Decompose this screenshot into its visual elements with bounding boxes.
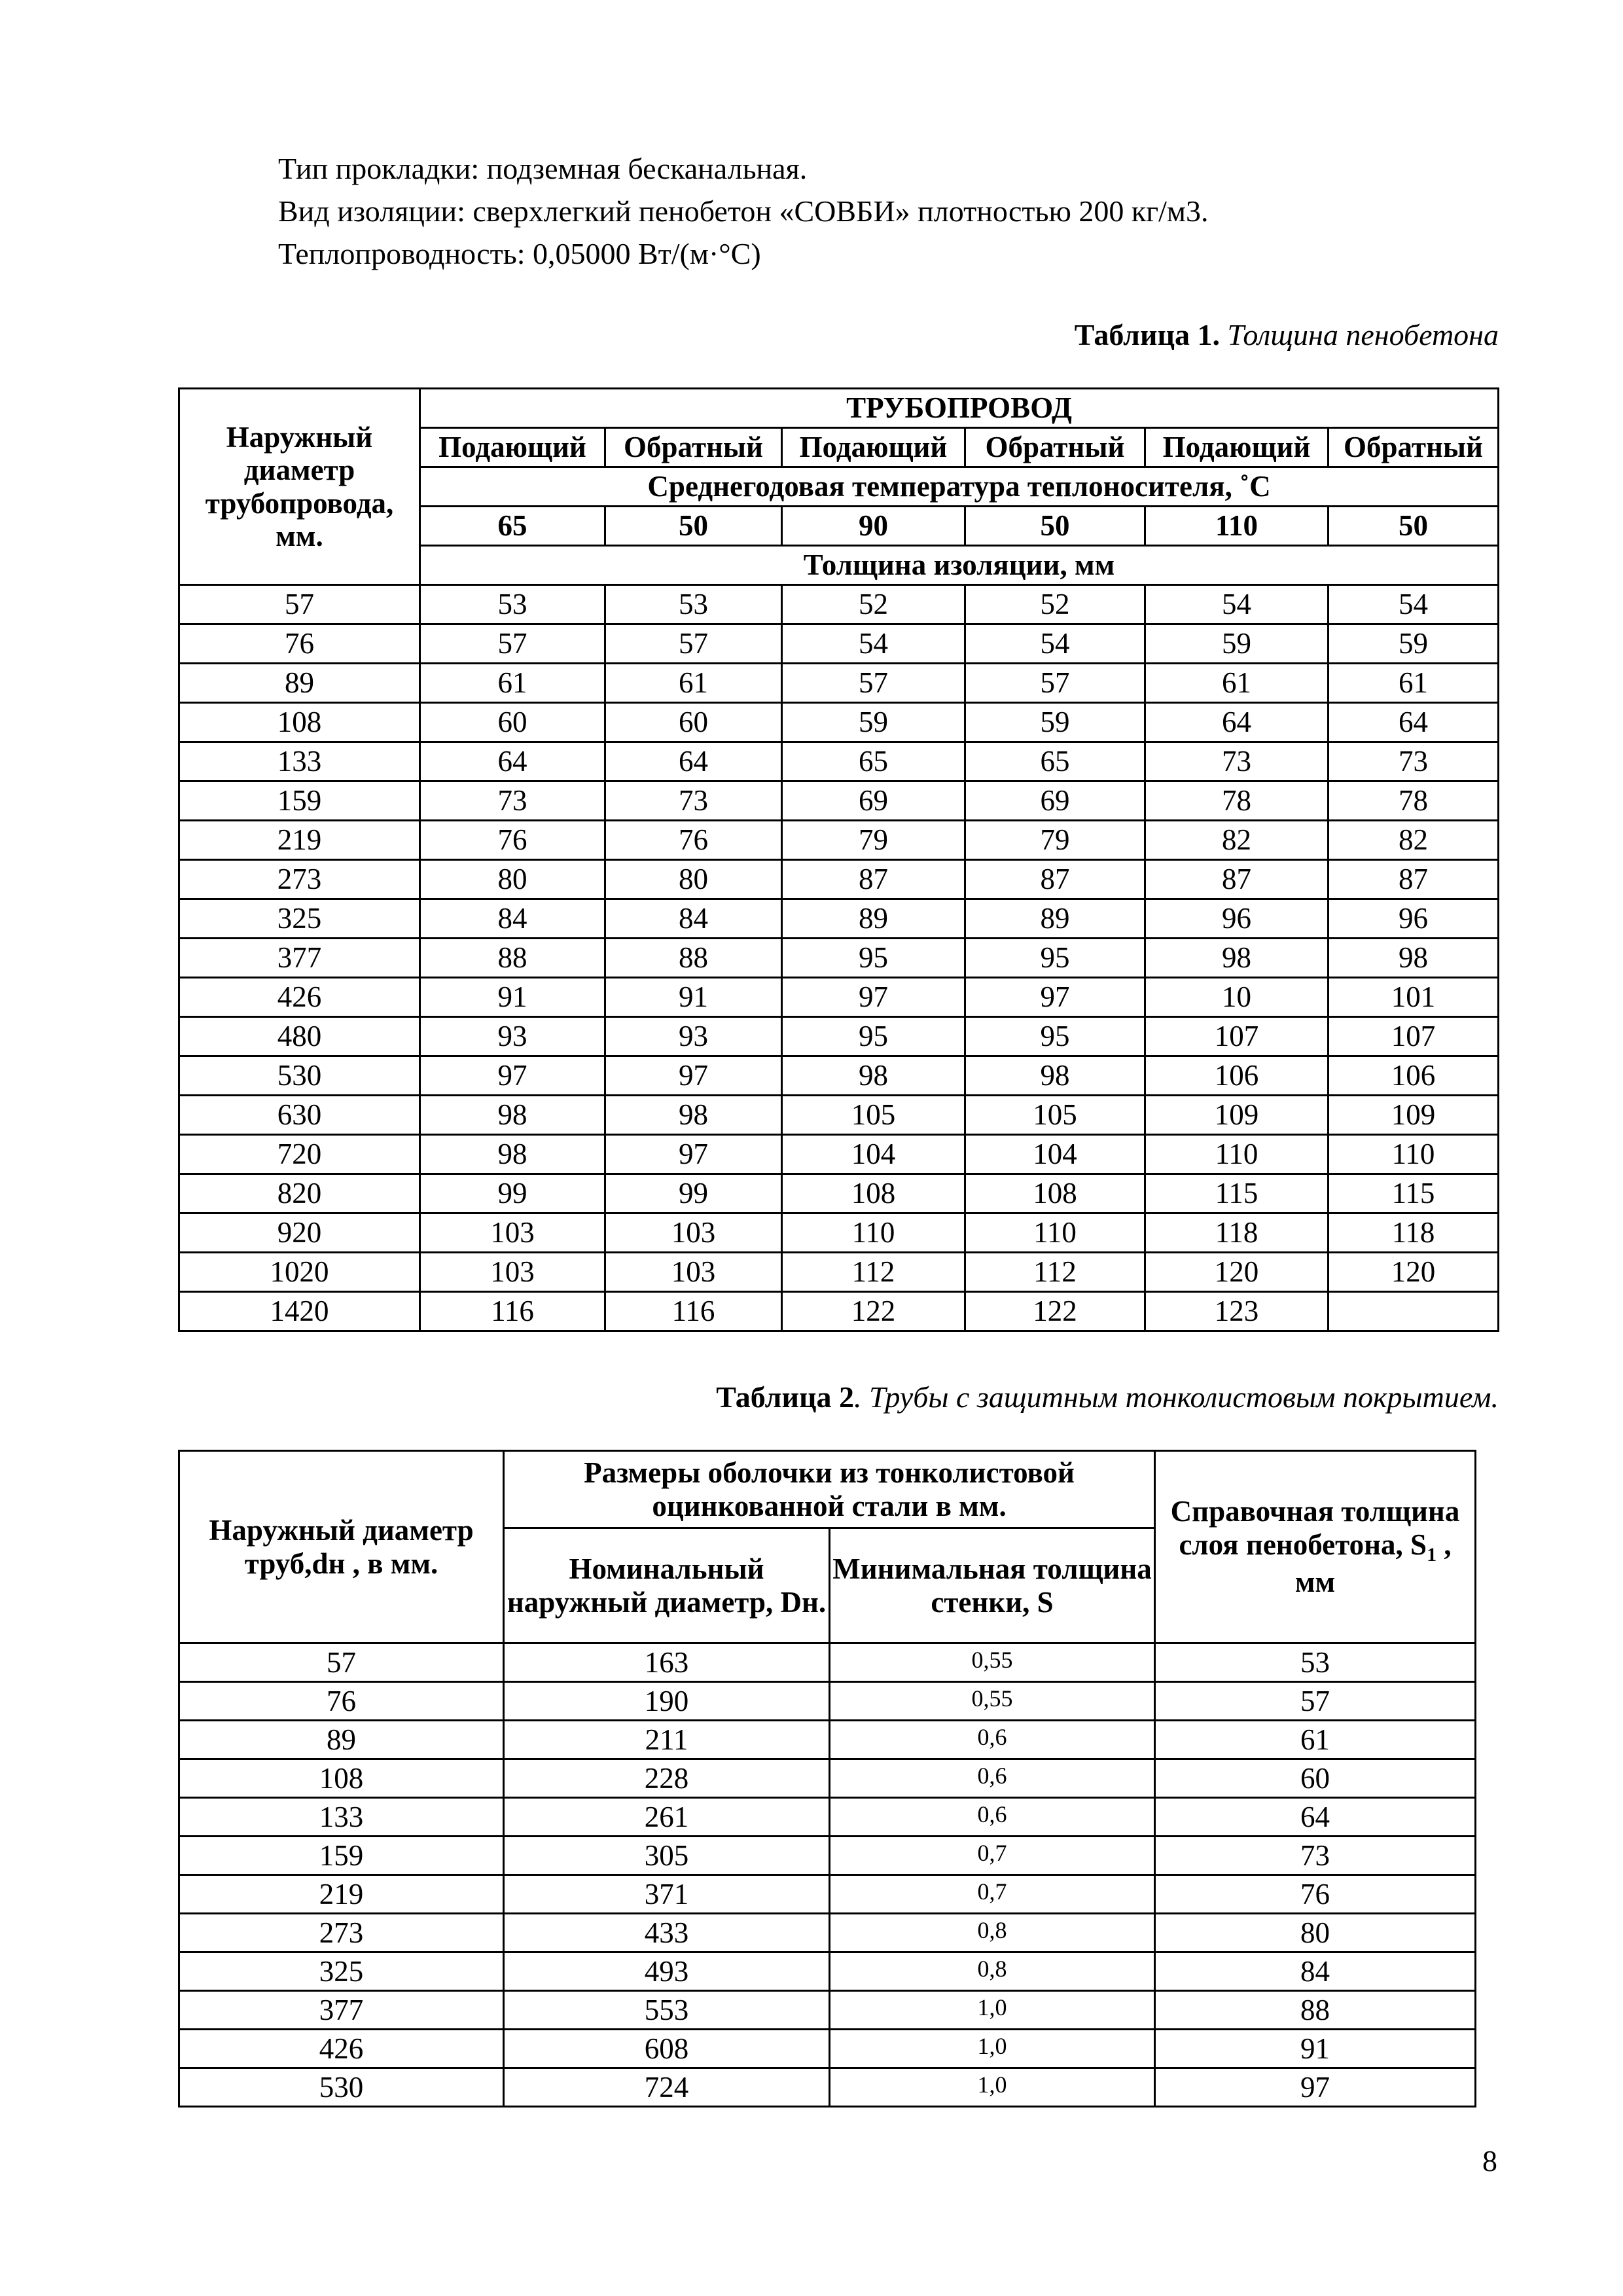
insulation-thickness-cell: 79 <box>782 821 965 860</box>
insulation-thickness-cell: 59 <box>782 703 965 742</box>
insulation-thickness-cell: 96 <box>1145 899 1329 939</box>
insulation-thickness-cell: 61 <box>1145 664 1329 703</box>
table1-thickness-header: Толщина изоляции, мм <box>420 546 1499 585</box>
insulation-thickness-cell: 122 <box>782 1292 965 1331</box>
nominal-diameter-cell: 608 <box>504 2030 830 2068</box>
foam-thickness-cell: 91 <box>1155 2030 1476 2068</box>
insulation-thickness-cell: 69 <box>782 781 965 821</box>
wall-thickness-cell: 0,7 <box>830 1875 1155 1914</box>
wall-thickness-cell: 0,6 <box>830 1759 1155 1798</box>
insulation-thickness-cell: 101 <box>1329 978 1499 1017</box>
wall-thickness-cell: 0,8 <box>830 1914 1155 1952</box>
foam-thickness-cell: 57 <box>1155 1682 1476 1721</box>
insulation-thickness-cell: 53 <box>420 585 605 624</box>
insulation-thickness-cell: 116 <box>605 1292 782 1331</box>
table-row <box>179 1174 1499 1213</box>
table-row <box>179 1096 1499 1135</box>
table1-group-header: ТРУБОПРОВОД <box>420 389 1499 428</box>
insulation-thickness-cell: 98 <box>420 1096 605 1135</box>
insulation-thickness-cell: 54 <box>965 624 1145 664</box>
table-row <box>179 821 1499 860</box>
table1-pipe-type-header: Обратный <box>605 428 782 467</box>
table-row <box>179 1682 1476 1721</box>
table-row <box>179 978 1499 1017</box>
foam-thickness-cell: 84 <box>1155 1952 1476 1991</box>
pipe-diameter-cell: 325 <box>179 899 420 939</box>
nominal-diameter-cell: 433 <box>504 1914 830 1952</box>
foam-thickness-cell: 64 <box>1155 1798 1476 1837</box>
insulation-thickness-cell: 78 <box>1145 781 1329 821</box>
foam-thickness-cell: 53 <box>1155 1643 1476 1682</box>
insulation-thickness-cell: 118 <box>1145 1213 1329 1253</box>
table-row <box>179 1213 1499 1253</box>
table2-caption <box>716 1380 1499 1414</box>
pipe-diameter-cell: 108 <box>179 703 420 742</box>
foam-thickness-cell: 60 <box>1155 1759 1476 1798</box>
pipe-diameter-cell: 377 <box>179 1991 504 2030</box>
insulation-thickness-cell: 108 <box>965 1174 1145 1213</box>
insulation-thickness-cell: 109 <box>1145 1096 1329 1135</box>
insulation-thickness-cell: 98 <box>782 1056 965 1096</box>
table2-wall-thickness-header: Минимальная толщина стенки, S <box>830 1528 1155 1643</box>
pipe-diameter-cell: 89 <box>179 1721 504 1759</box>
foam-thickness-cell: 80 <box>1155 1914 1476 1952</box>
insulation-thickness-cell: 103 <box>420 1213 605 1253</box>
table-row <box>179 1837 1476 1875</box>
insulation-thickness-cell: 98 <box>965 1056 1145 1096</box>
insulation-thickness-cell: 84 <box>420 899 605 939</box>
insulation-thickness-cell: 110 <box>1329 1135 1499 1174</box>
insulation-thickness-cell: 110 <box>1145 1135 1329 1174</box>
nominal-diameter-cell: 261 <box>504 1798 830 1837</box>
insulation-thickness-cell: 84 <box>605 899 782 939</box>
pipe-diameter-cell: 530 <box>179 2068 504 2107</box>
foam-thickness-cell: 76 <box>1155 1875 1476 1914</box>
insulation-thickness-cell: 110 <box>782 1213 965 1253</box>
insulation-thickness-cell: 61 <box>420 664 605 703</box>
insulation-thickness-cell: 97 <box>420 1056 605 1096</box>
table1-pipe-type-header: Обратный <box>965 428 1145 467</box>
table-row <box>179 1875 1476 1914</box>
table-row <box>179 585 1499 624</box>
pipe-diameter-cell: 1020 <box>179 1253 420 1292</box>
table-row <box>179 664 1499 703</box>
insulation-thickness-cell: 65 <box>782 742 965 781</box>
insulation-thickness-cell: 64 <box>420 742 605 781</box>
wall-thickness-cell: 0,55 <box>830 1643 1155 1682</box>
foam-thickness-cell: 73 <box>1155 1837 1476 1875</box>
insulation-thickness-cell: 103 <box>420 1253 605 1292</box>
insulation-thickness-cell: 69 <box>965 781 1145 821</box>
insulation-thickness-cell: 120 <box>1145 1253 1329 1292</box>
table1-temperature-header: Среднегодовая температура теплоносителя, ˚С <box>420 467 1499 507</box>
wall-thickness-cell: 1,0 <box>830 2068 1155 2107</box>
insulation-thickness-cell: 57 <box>965 664 1145 703</box>
table-row <box>179 703 1499 742</box>
insulation-thickness-cell: 73 <box>1145 742 1329 781</box>
insulation-thickness-cell: 54 <box>1145 585 1329 624</box>
insulation-thickness-cell: 65 <box>965 742 1145 781</box>
insulation-thickness-cell: 105 <box>782 1096 965 1135</box>
pipe-diameter-cell: 133 <box>179 742 420 781</box>
insulation-thickness-cell: 95 <box>965 1017 1145 1056</box>
insulation-thickness-cell: 64 <box>1329 703 1499 742</box>
table-row <box>179 781 1499 821</box>
insulation-type-line: Вид изоляции: сверхлегкий пенобетон «СОВБИ» плотностью 200 кг/м3. <box>278 194 1209 228</box>
table-row <box>179 1952 1476 1991</box>
foam-thickness-cell: 88 <box>1155 1991 1476 2030</box>
insulation-thickness-cell: 98 <box>1145 939 1329 978</box>
laying-type-line: Тип прокладки: подземная бесканальная. <box>278 152 808 185</box>
table2-foam-thickness-subscript: 1 <box>1427 1543 1437 1566</box>
insulation-thickness-cell: 61 <box>605 664 782 703</box>
foam-thickness-cell: 97 <box>1155 2068 1476 2107</box>
table2-caption-title: . Трубы с защитным тонколистовым покрытием. <box>853 1380 1499 1414</box>
insulation-thickness-cell: 73 <box>1329 742 1499 781</box>
table-row <box>179 1017 1499 1056</box>
pipe-diameter-cell: 159 <box>179 781 420 821</box>
insulation-thickness-cell: 95 <box>782 939 965 978</box>
table-row <box>179 899 1499 939</box>
insulation-thickness-cell: 80 <box>420 860 605 899</box>
table1-temperature-value: 110 <box>1145 507 1329 546</box>
insulation-thickness-cell: 87 <box>782 860 965 899</box>
table-row <box>179 1056 1499 1096</box>
insulation-thickness-cell: 103 <box>605 1253 782 1292</box>
pipe-diameter-cell: 720 <box>179 1135 420 1174</box>
table1-pipe-type-header: Подающий <box>1145 428 1329 467</box>
pipes-with-sheet-cover-table <box>178 1450 1476 2108</box>
insulation-thickness-cell: 96 <box>1329 899 1499 939</box>
pipe-diameter-cell: 89 <box>179 664 420 703</box>
insulation-thickness-cell: 112 <box>782 1253 965 1292</box>
wall-thickness-cell: 1,0 <box>830 2030 1155 2068</box>
insulation-thickness-cell: 59 <box>1145 624 1329 664</box>
pipe-diameter-cell: 530 <box>179 1056 420 1096</box>
pipe-diameter-cell: 219 <box>179 1875 504 1914</box>
insulation-thickness-cell: 73 <box>605 781 782 821</box>
table-row <box>179 624 1499 664</box>
pipe-diameter-cell: 920 <box>179 1213 420 1253</box>
table1-diameter-header: Наружный диаметр трубопровода, мм. <box>179 389 420 585</box>
insulation-thickness-cell: 59 <box>965 703 1145 742</box>
nominal-diameter-cell: 163 <box>504 1643 830 1682</box>
pipe-diameter-cell: 76 <box>179 1682 504 1721</box>
insulation-thickness-cell: 99 <box>605 1174 782 1213</box>
table-row <box>179 860 1499 899</box>
pipe-diameter-cell: 57 <box>179 585 420 624</box>
insulation-thickness-cell: 98 <box>420 1135 605 1174</box>
insulation-thickness-cell: 107 <box>1329 1017 1499 1056</box>
insulation-thickness-cell: 118 <box>1329 1213 1499 1253</box>
table1-header <box>179 389 1499 585</box>
table1-caption-title: Толщина пенобетона <box>1227 318 1499 351</box>
table1-temperature-value: 50 <box>605 507 782 546</box>
insulation-thickness-cell <box>1329 1292 1499 1331</box>
insulation-thickness-cell: 82 <box>1145 821 1329 860</box>
nominal-diameter-cell: 211 <box>504 1721 830 1759</box>
foam-concrete-thickness-table <box>178 387 1499 1332</box>
insulation-thickness-cell: 73 <box>420 781 605 821</box>
nominal-diameter-cell: 371 <box>504 1875 830 1914</box>
insulation-thickness-cell: 80 <box>605 860 782 899</box>
insulation-thickness-cell: 76 <box>605 821 782 860</box>
insulation-thickness-cell: 103 <box>605 1213 782 1253</box>
pipe-diameter-cell: 820 <box>179 1174 420 1213</box>
pipe-diameter-cell: 630 <box>179 1096 420 1135</box>
nominal-diameter-cell: 305 <box>504 1837 830 1875</box>
pipe-diameter-cell: 1420 <box>179 1292 420 1331</box>
table1-temperature-value: 50 <box>1329 507 1499 546</box>
insulation-thickness-cell: 105 <box>965 1096 1145 1135</box>
insulation-thickness-cell: 97 <box>965 978 1145 1017</box>
insulation-thickness-cell: 95 <box>782 1017 965 1056</box>
insulation-thickness-cell: 98 <box>605 1096 782 1135</box>
insulation-thickness-cell: 87 <box>1329 860 1499 899</box>
pipe-diameter-cell: 133 <box>179 1798 504 1837</box>
insulation-thickness-cell: 54 <box>782 624 965 664</box>
insulation-thickness-cell: 10 <box>1145 978 1329 1017</box>
insulation-thickness-cell: 95 <box>965 939 1145 978</box>
table-row <box>179 2030 1476 2068</box>
table2-caption-label: Таблица 2 <box>716 1380 854 1414</box>
thermal-conductivity-line: Теплопроводность: 0,05000 Вт/(м·°С) <box>278 237 761 270</box>
nominal-diameter-cell: 553 <box>504 1991 830 2030</box>
wall-thickness-cell: 0,6 <box>830 1798 1155 1837</box>
insulation-thickness-cell: 52 <box>965 585 1145 624</box>
table2-foam-thickness-header <box>1155 1451 1476 1643</box>
intro-block <box>278 147 1208 275</box>
table-row <box>179 1759 1476 1798</box>
insulation-thickness-cell: 99 <box>420 1174 605 1213</box>
table-row <box>179 1991 1476 2030</box>
table-row <box>179 939 1499 978</box>
insulation-thickness-cell: 54 <box>1329 585 1499 624</box>
insulation-thickness-cell: 110 <box>965 1213 1145 1253</box>
insulation-thickness-cell: 109 <box>1329 1096 1499 1135</box>
insulation-thickness-cell: 123 <box>1145 1292 1329 1331</box>
insulation-thickness-cell: 89 <box>782 899 965 939</box>
insulation-thickness-cell: 64 <box>605 742 782 781</box>
insulation-thickness-cell: 108 <box>782 1174 965 1213</box>
table2-nominal-diameter-header: Номинальный наружный диаметр, Dн. <box>504 1528 830 1643</box>
table2-foam-thickness-main: Справочная толщина слоя пенобетона, S <box>1170 1495 1460 1561</box>
table2-header <box>179 1451 1476 1643</box>
insulation-thickness-cell: 82 <box>1329 821 1499 860</box>
insulation-thickness-cell: 104 <box>782 1135 965 1174</box>
insulation-thickness-cell: 78 <box>1329 781 1499 821</box>
table1-body <box>179 585 1499 1331</box>
pipe-diameter-cell: 76 <box>179 624 420 664</box>
insulation-thickness-cell: 93 <box>605 1017 782 1056</box>
pipe-diameter-cell: 377 <box>179 939 420 978</box>
wall-thickness-cell: 0,7 <box>830 1837 1155 1875</box>
table-row <box>179 1135 1499 1174</box>
insulation-thickness-cell: 88 <box>605 939 782 978</box>
insulation-thickness-cell: 88 <box>420 939 605 978</box>
wall-thickness-cell: 0,55 <box>830 1682 1155 1721</box>
pipe-diameter-cell: 480 <box>179 1017 420 1056</box>
insulation-thickness-cell: 115 <box>1329 1174 1499 1213</box>
pipe-diameter-cell: 426 <box>179 2030 504 2068</box>
insulation-thickness-cell: 112 <box>965 1253 1145 1292</box>
table2-body <box>179 1643 1476 2107</box>
insulation-thickness-cell: 79 <box>965 821 1145 860</box>
foam-thickness-cell: 61 <box>1155 1721 1476 1759</box>
insulation-thickness-cell: 89 <box>965 899 1145 939</box>
insulation-thickness-cell: 87 <box>1145 860 1329 899</box>
table2-foam-thickness-unit: , мм <box>1294 1528 1452 1599</box>
insulation-thickness-cell: 97 <box>605 1135 782 1174</box>
table-row <box>179 1292 1499 1331</box>
table-row <box>179 1914 1476 1952</box>
insulation-thickness-cell: 60 <box>605 703 782 742</box>
insulation-thickness-cell: 93 <box>420 1017 605 1056</box>
table-row <box>179 2068 1476 2107</box>
insulation-thickness-cell: 107 <box>1145 1017 1329 1056</box>
table1-temperature-value: 50 <box>965 507 1145 546</box>
insulation-thickness-cell: 97 <box>605 1056 782 1096</box>
table1-caption <box>1075 317 1499 352</box>
insulation-thickness-cell: 120 <box>1329 1253 1499 1292</box>
table1-pipe-type-header: Подающий <box>782 428 965 467</box>
insulation-thickness-cell: 98 <box>1329 939 1499 978</box>
table-row <box>179 1721 1476 1759</box>
insulation-thickness-cell: 52 <box>782 585 965 624</box>
insulation-thickness-cell: 106 <box>1329 1056 1499 1096</box>
insulation-thickness-cell: 91 <box>605 978 782 1017</box>
wall-thickness-cell: 0,8 <box>830 1952 1155 1991</box>
pipe-diameter-cell: 426 <box>179 978 420 1017</box>
insulation-thickness-cell: 116 <box>420 1292 605 1331</box>
pipe-diameter-cell: 108 <box>179 1759 504 1798</box>
insulation-thickness-cell: 64 <box>1145 703 1329 742</box>
pipe-diameter-cell: 325 <box>179 1952 504 1991</box>
table2-group-header: Размеры оболочки из тонколистовой оцинкованной стали в мм. <box>504 1451 1155 1528</box>
table-row <box>179 742 1499 781</box>
insulation-thickness-cell: 53 <box>605 585 782 624</box>
insulation-thickness-cell: 57 <box>782 664 965 703</box>
nominal-diameter-cell: 724 <box>504 2068 830 2107</box>
page-number: 8 <box>1482 2144 1497 2178</box>
insulation-thickness-cell: 106 <box>1145 1056 1329 1096</box>
insulation-thickness-cell: 91 <box>420 978 605 1017</box>
insulation-thickness-cell: 61 <box>1329 664 1499 703</box>
nominal-diameter-cell: 228 <box>504 1759 830 1798</box>
table-row <box>179 1643 1476 1682</box>
pipe-diameter-cell: 159 <box>179 1837 504 1875</box>
insulation-thickness-cell: 104 <box>965 1135 1145 1174</box>
pipe-diameter-cell: 57 <box>179 1643 504 1682</box>
table1-pipe-type-header: Обратный <box>1329 428 1499 467</box>
table-row <box>179 1253 1499 1292</box>
pipe-diameter-cell: 273 <box>179 1914 504 1952</box>
wall-thickness-cell: 1,0 <box>830 1991 1155 2030</box>
table1-pipe-type-header: Подающий <box>420 428 605 467</box>
insulation-thickness-cell: 97 <box>782 978 965 1017</box>
table2-diameter-header: Наружный диаметр труб,dн , в мм. <box>179 1451 504 1643</box>
insulation-thickness-cell: 76 <box>420 821 605 860</box>
table1-caption-label: Таблица 1. <box>1074 318 1220 351</box>
insulation-thickness-cell: 115 <box>1145 1174 1329 1213</box>
insulation-thickness-cell: 57 <box>605 624 782 664</box>
table1-temperature-value: 65 <box>420 507 605 546</box>
pipe-diameter-cell: 273 <box>179 860 420 899</box>
table-row <box>179 1798 1476 1837</box>
insulation-thickness-cell: 60 <box>420 703 605 742</box>
nominal-diameter-cell: 190 <box>504 1682 830 1721</box>
insulation-thickness-cell: 122 <box>965 1292 1145 1331</box>
insulation-thickness-cell: 57 <box>420 624 605 664</box>
pipe-diameter-cell: 219 <box>179 821 420 860</box>
table1-temperature-value: 90 <box>782 507 965 546</box>
insulation-thickness-cell: 59 <box>1329 624 1499 664</box>
insulation-thickness-cell: 87 <box>965 860 1145 899</box>
nominal-diameter-cell: 493 <box>504 1952 830 1991</box>
wall-thickness-cell: 0,6 <box>830 1721 1155 1759</box>
